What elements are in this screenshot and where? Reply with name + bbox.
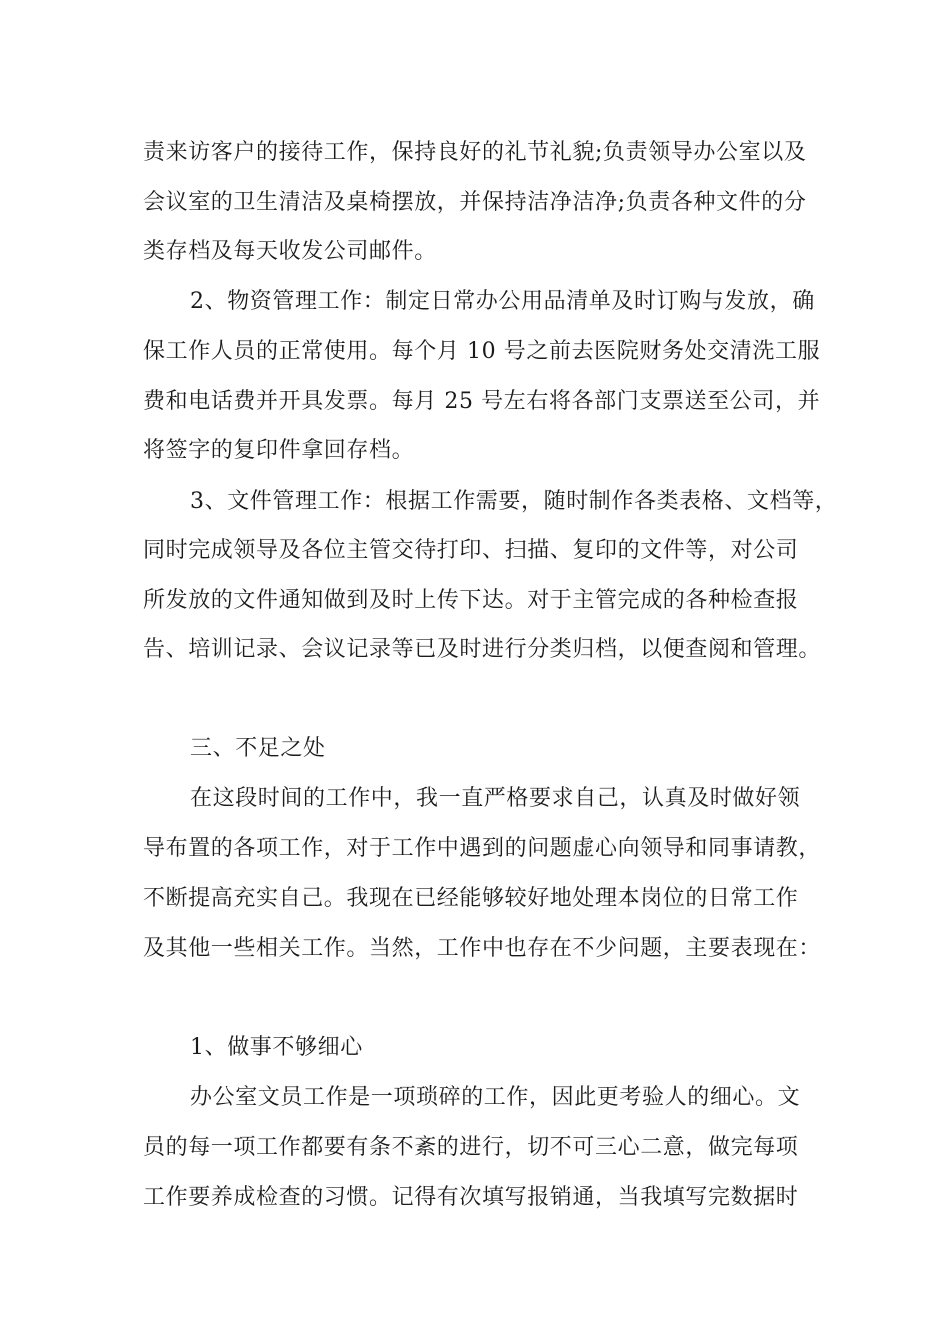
paragraph-line: 办公室文员工作是一项琐碎的工作，因此更考验人的细心。文: [190, 1085, 801, 1110]
paragraph-line: 2、物资管理工作：制定日常办公用品清单及时订购与发放，确: [190, 289, 815, 314]
paragraph-line: 会议室的卫生清洁及桌椅摆放，并保持洁净洁净;负责各种文件的分: [143, 190, 807, 215]
paragraph-line: 告、培训记录、会议记录等已及时进行分类归档，以便查阅和管理。: [143, 637, 822, 662]
paragraph-line: 费和电话费并开具发票。每月 25 号左右将各部门支票送至公司，并: [143, 389, 821, 414]
paragraph-line: 在这段时间的工作中，我一直严格要求自己，认真及时做好领: [190, 786, 801, 811]
paragraph-line: 类存档及每天收发公司邮件。: [143, 239, 437, 264]
section-heading: 三、不足之处: [190, 736, 326, 761]
paragraph-line: 3、文件管理工作：根据工作需要，随时制作各类表格、文档等，: [190, 489, 838, 514]
paragraph-line: 导布置的各项工作，对于工作中遇到的问题虚心向领导和同事请教，: [143, 836, 822, 861]
paragraph-line: 责来访客户的接待工作，保持良好的礼节礼貌;负责领导办公室以及: [143, 140, 807, 165]
subsection-heading: 1、做事不够细心: [190, 1035, 363, 1060]
paragraph-line: 同时完成领导及各位主管交待打印、扫描、复印的文件等，对公司: [143, 538, 799, 563]
paragraph-line: 及其他一些相关工作。当然，工作中也存在不少问题，主要表现在：: [143, 936, 822, 961]
paragraph-line: 员的每一项工作都要有条不紊的进行，切不可三心二意，做完每项: [143, 1135, 799, 1160]
paragraph-line: 工作要养成检查的习惯。记得有次填写报销通，当我填写完数据时: [143, 1185, 799, 1210]
paragraph-line: 所发放的文件通知做到及时上传下达。对于主管完成的各种检查报: [143, 588, 799, 613]
paragraph-line: 不断提高充实自己。我现在已经能够较好地处理本岗位的日常工作: [143, 886, 799, 911]
paragraph-line: 保工作人员的正常使用。每个月 10 号之前去医院财务处交清洗工服: [143, 339, 821, 364]
paragraph-line: 将签字的复印件拿回存档。: [143, 438, 415, 463]
